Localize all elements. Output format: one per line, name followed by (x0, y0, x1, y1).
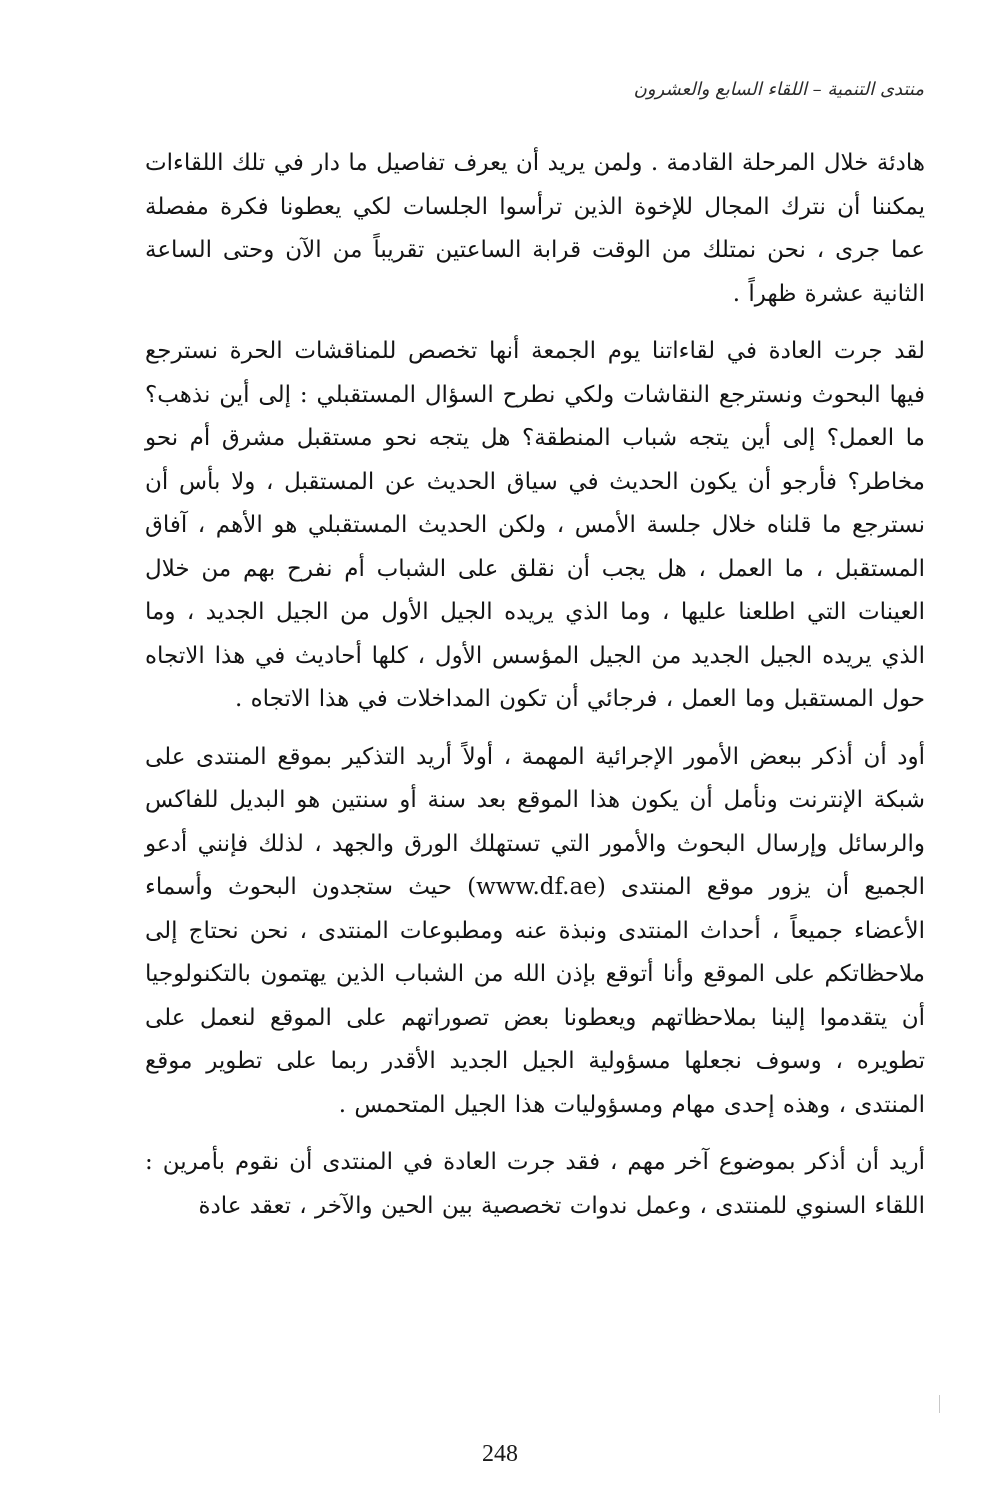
paragraph-1: هادئة خلال المرحلة القادمة . ولمن يريد أن يعرف تفاصيل ما دار في تلك اللقاءات يمكننا أن نترك المجال للإخوة الذين ترأسوا الجلسات لكي يعطونا فكرة مفصلة عما جرى ، نحن نمتلك من الوقت قرابة الساعتين تقريباً من الآن وحتى الساعة الثانية عشرة ظهراً . (145, 150, 925, 307)
page-number: 248 (482, 1441, 518, 1467)
margin-mark (939, 1395, 940, 1413)
body-text (145, 142, 925, 1242)
paragraph-4: أريد أن أذكر بموضوع آخر مهم ، فقد جرت العادة في المنتدى أن نقوم بأمرين : اللقاء السنوي للمنتدى ، وعمل ندوات تخصصية بين الحين والآخر ، تعقد عادة (145, 1149, 925, 1219)
paragraph-2: لقد جرت العادة في لقاءاتنا يوم الجمعة أنها تخصص للمناقشات الحرة نسترجع فيها البحوث ونسترجع النقاشات ولكي نطرح السؤال المستقبلي : إلى أين نذهب؟ ما العمل؟ إلى أين يتجه شباب المنطقة؟ هل يتجه نحو مستقبل مشرق أم نحو مخاطر؟ فأرجو أن يكون الحديث في سياق الحديث عن المستقبل ، ولا بأس أن نسترجع ما قلناه خلال جلسة الأمس ، ولكن الحديث المستقبلي هو الأهم ، آفاق المستقبل ، ما العمل ، هل يجب أن نقلق على الشباب أم نفرح بهم من خلال العينات التي اطلعنا عليها ، وما الذي يريده الجيل الأول من الجيل الجديد ، وما الذي يريده الجيل الجديد من الجيل المؤسس الأول ، كلها أحاديث في هذا الاتجاه حول المستقبل وما العمل ، فرجائي أن تكون المداخلات في هذا الاتجاه . (145, 338, 925, 712)
paragraph-3: أود أن أذكر ببعض الأمور الإجرائية المهمة ، أولاً أريد التذكير بموقع المنتدى على شبكة الإنترنت ونأمل أن يكون هذا الموقع بعد سنة أو سنتين هو البديل للفاكس والرسائل وإرسال البحوث والأمور التي تستهلك الورق والجهد ، لذلك فإنني أدعو الجميع أن يزور موقع المنتدى (www.df.ae) حيث ستجدون البحوث وأسماء الأعضاء جميعاً ، أحداث المنتدى ونبذة عنه ومطبوعات المنتدى ، نحن نحتاج إلى ملاحظاتكم على الموقع وأنا أتوقع بإذن الله من الشباب الذين يهتمون بالتكنولوجيا أن يتقدموا إلينا بملاحظاتهم ويعطونا بعض تصوراتهم على الموقع لنعمل على تطويره ، وسوف نجعلها مسؤولية الجيل الجديد الأقدر ربما على تطوير موقع المنتدى ، وهذه إحدى مهام ومسؤوليات هذا الجيل المتحمس . (145, 743, 925, 1118)
running-header: منتدى التنمية – اللقاء السابع والعشرون (633, 79, 924, 100)
